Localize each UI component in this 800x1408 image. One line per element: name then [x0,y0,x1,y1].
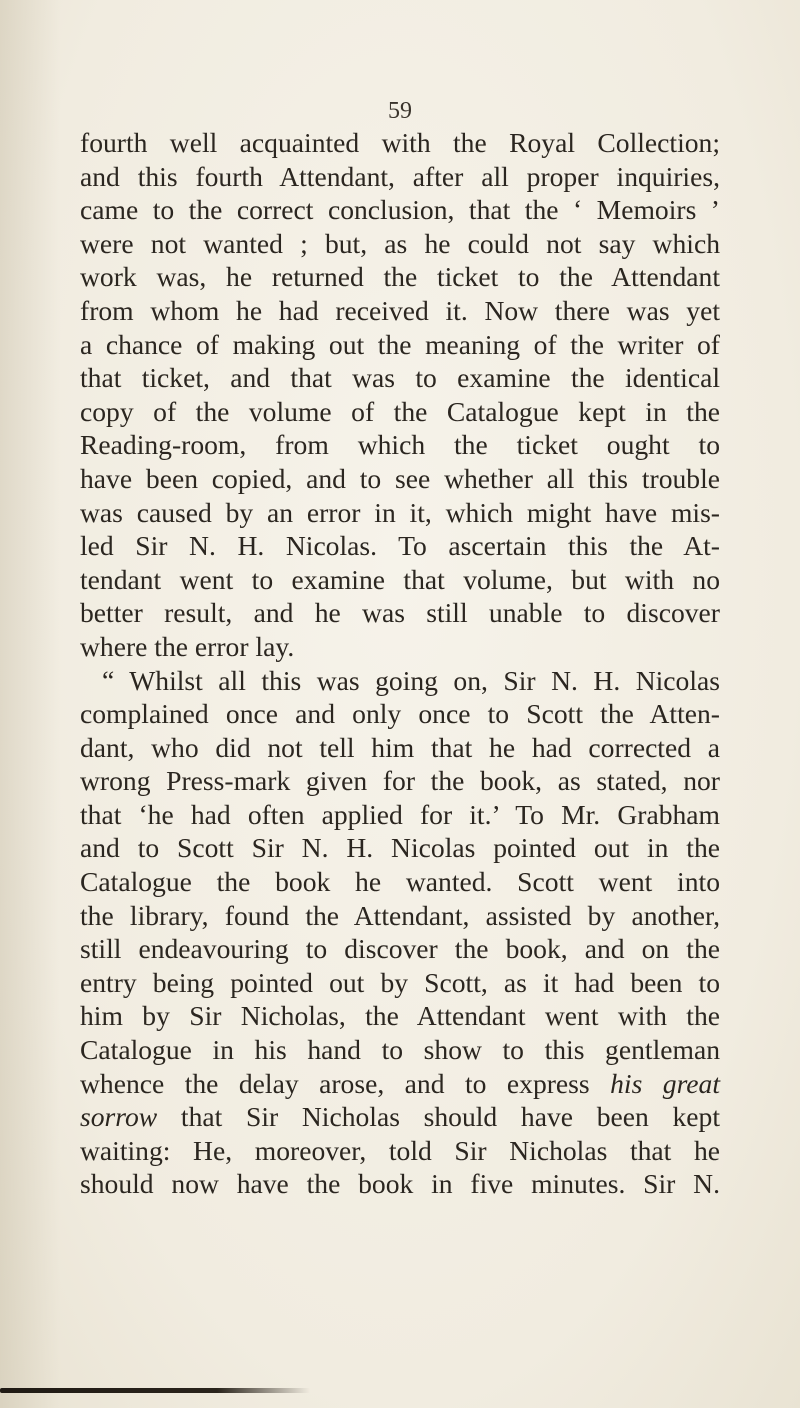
text-line: copy of the volume of the Catalogue kept in the [80,395,720,427]
text-line: waiting: He, moreover, told Sir Nicholas that he [80,1134,720,1166]
text-line: him by Sir Nicholas, the Attendant went with the [80,1000,720,1032]
text-run: that Sir Nicholas should have been kept [157,1101,720,1133]
text-line: Reading-room, from which the ticket ought to [80,429,720,461]
page-edge-shadow [0,1388,310,1393]
text-line: where the error lay. [80,630,295,662]
text-run: whence the delay arose, and to express [80,1067,590,1099]
text-line: wrong Press-mark given for the book, as stated, nor [80,765,720,797]
text-line: better result, and he was still unable to discover [80,597,720,629]
text-line: and to Scott Sir N. H. Nicolas pointed out in the [80,832,720,864]
italic-text: his great [610,1067,721,1099]
text-line: the library, found the Attendant, assisted by another, [80,899,720,931]
text-line: Catalogue in his hand to show to this gentleman [80,1034,720,1066]
italic-text: sorrow [80,1101,158,1133]
text-line: work was, he returned the ticket to the Attendant [80,261,720,293]
text-line: led Sir N. H. Nicolas. To ascertain this the At- [80,530,720,562]
text-line: dant, who did not tell him that he had corrected a [80,731,720,763]
text-line: and this fourth Attendant, after all proper inquiries, [80,160,720,192]
text-line: entry being pointed out by Scott, as it had been to [80,966,720,998]
text-line: was caused by an error in it, which might have mis- [80,496,720,528]
text-line: have been copied, and to see whether all this trouble [80,462,720,494]
gutter-shadow [0,0,60,1408]
text-line: should now have the book in five minutes. Sir N. [80,1168,720,1200]
text-line: tendant went to examine that volume, but with no [80,563,720,595]
text-line: that ‘he had often applied for it.’ To Mr. Grabham [80,798,720,830]
text-line: still endeavouring to discover the book, and on the [80,933,720,965]
text-line: that ticket, and that was to examine the identical [80,362,720,394]
text-line: were not wanted ; but, as he could not say which [80,227,720,259]
text-line-mixed [80,1100,720,1134]
text-line: “ Whilst all this was going on, Sir N. H. Nicolas [102,664,720,696]
page-number: 59 [388,98,412,124]
text-line: fourth well acquainted with the Royal Collection; [80,127,720,158]
body-text [80,126,720,1201]
text-line: Catalogue the book he wanted. Scott went into [80,866,720,898]
text-line: complained once and only once to Scott the Atten- [80,698,720,730]
text-line: came to the correct conclusion, that the ‘ Memoirs ’ [80,194,720,226]
text-line-mixed [80,1067,720,1101]
text-line: from whom he had received it. Now there was yet [80,294,720,326]
text-line: a chance of making out the meaning of the writer of [80,328,720,360]
